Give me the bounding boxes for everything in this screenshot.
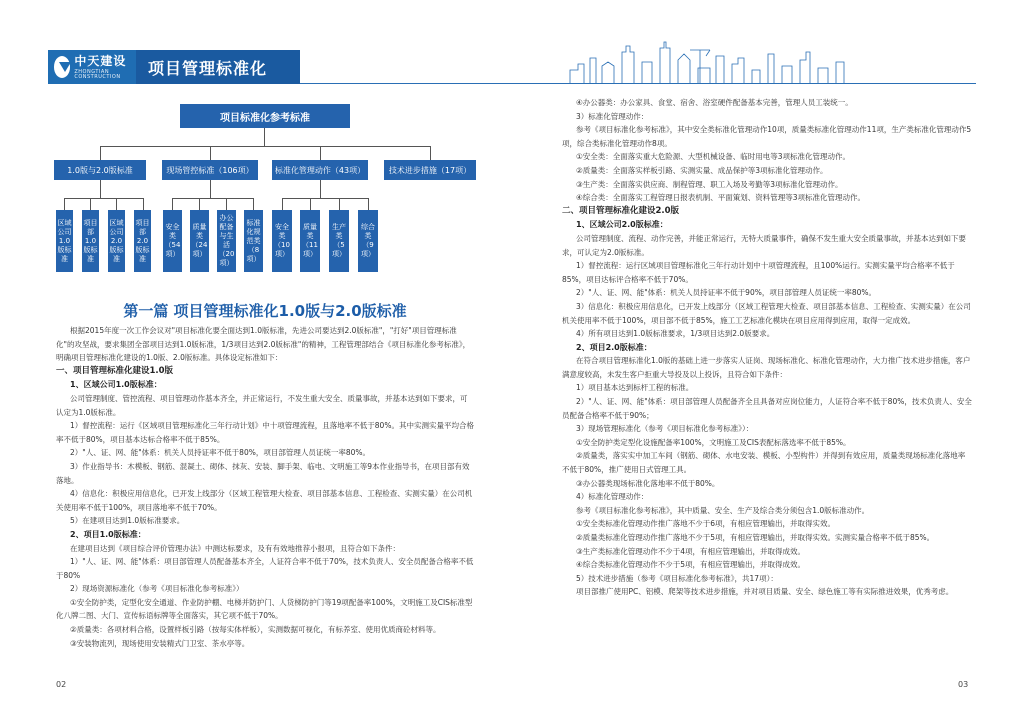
paragraph: 公司管理制度、管控流程、项目管理动作基本齐全，并正常运行，不发生重大安全、质量事故，并基本达到如下要求，可认定为1.0版标准。 [56,393,468,417]
org-chart [50,104,480,284]
connector [226,198,227,210]
paragraph: ③安装物流列，现场使用安装精式门卫室、茶水亭等。 [70,638,250,648]
chart-leaf-node: 区域公司1.0版标准 [56,210,73,272]
connector [64,198,144,199]
paragraph: 2）"人、证、网、能"体系：项目部管理人员配备齐全且具备对应岗位能力，人证符合率不低于80%，技术负责人、安全员配备合格率不低于90%； [562,397,972,420]
heading: 二、项目管理标准化建设2.0版 [562,205,680,216]
chart-leaf-node: 办公配备与生活（20项） [217,210,236,272]
connector [100,146,430,147]
connector [430,146,431,160]
paragraph: 在符合项目管理标准化1.0版的基础上进一步落实人证岗、现场标准化、标准化管理动作，大力推广技术进步措施，客户满意度较高，未发生客户拒重大导投及以上投诉，且符合如下条件： [562,356,971,379]
paragraph: 参考《项目标准化参考标准》，其中安全类标准化管理动作10项，质量类标准化管理动作11项，生产类标准化管理动作5项，综合类标准化管理动作8项。 [562,125,972,148]
connector [100,180,101,198]
paragraph: 3）信息化：积极应用信息化，已开发上线部分（区域工程管理大检查、项目部基本信息、工程检查、实测实量）在公司机关使用率不低于100%，项目部不低于85%，施工工艺标准化模块在项目应用得到应用，取得一定成效。 [562,301,971,325]
page-header [0,40,1024,90]
chart-leaf-node: 安全类（10项） [272,210,292,272]
paragraph: 项目部推广使用PC、铝模、爬架等技术进步措施，并对项目质量、安全、绿色施工等有实际推进效果，优秀考虑。 [576,587,954,597]
paragraph: 1）"人、证、网、能"体系：项目部管理人员配备基本齐全，人证符合率不低于70%，技术负责人、安全员配备合格率不低于80% [56,557,474,580]
paragraph: ①安全类标准化管理动作推广落地不少于6项，有相应管理输出，并取得实效。 [576,519,835,529]
paragraph: ④办公器类：办公家具、食堂、宿舍、浴室硬件配备基本完善，管理人员工装统一。 [576,98,853,107]
paragraph: 5）在建项目达到1.0版标准要求。 [70,516,185,526]
paragraph: ②质量类标准化管理动作推广落地不少于5项，有相应管理输出，并取得实效。实测实量合格率不低于85%。 [576,533,935,542]
heading: 一、项目管理标准化建设1.0版 [56,365,174,376]
chart-leaf-node: 项目部1.0版标准 [82,210,99,272]
connector [64,198,65,210]
chart-category-node: 技术进步措施（17项） [384,160,476,180]
brand-name-en: ZHONGTIAN CONSTRUCTION [74,68,121,80]
paragraph: ②质量类：各项材料合格，设置样板引路（按每实体样板），实测数据可视化，有标养室、使用优质商砼材料等。 [70,625,441,635]
paragraph: 4）信息化：积极应用信息化，已开发上线部分（区域工程管理大检查、项目部基本信息、工程检查、实测实量）在公司机关使用率不低于100%，项目落地率不低于70%。 [56,489,473,512]
chart-leaf-node: 区域公司2.0版标准 [108,210,125,272]
connector [320,180,321,198]
paragraph: ④综合类标准化管理动作不少于5项，有相应管理输出，并取得成效。 [576,560,805,570]
paragraph: 3）标准化管理动作： [576,111,649,121]
connector [116,198,117,210]
subheading: 2、项目2.0版标准： [576,342,652,352]
paragraph: 4）所有项目达到1.0版标准要求，1/3项目达到2.0版要求。 [576,329,775,339]
paragraph: ④综合类：全面落实工程管理日报表机制、平面策划、资料管理等3项标准化管理动作。 [576,193,865,203]
subheading: 1、区域公司1.0版标准： [70,380,162,390]
paragraph: 在建项目达到《项目综合评价管理办法》中测达标要求，及有有效地推荐小报项，且符合如下条件： [70,543,400,553]
header-title: 项目管理标准化 [136,50,300,84]
paragraph: 根据2015年度一次工作会议对"项目标准化要全面达到1.0版标准，先进公司要达到2.0版标准"，"打好"项目管理标准化"的攻坚战，要求集团全部项目达到1.0版标准，1/3项目达到2.0版标准"的精神，工程管理部结合《项目标准化参考标准》，明确项目管理标准化建设的1.0版、2.0版标准。具体设定标准如下： [56,326,471,363]
paragraph: ①安全防护类，定型化安全通道、作业防护棚、电梯并防护门、人货梯防护门等19项配备率100%，文明施工及CIS标准型化八牌二图、大门、宣传标语标牌等全面落实，其它项不低于70%。 [56,597,473,621]
chart-leaf-node: 项目部2.0版标准 [134,210,151,272]
chart-leaf-node: 质量类（11项） [300,210,320,272]
left-page-body [56,324,474,650]
connector [100,146,101,160]
connector [172,198,173,210]
paragraph: 2）"人、证、网、能"体系：机关人员持证率不低于90%，项目部管理人员证统一率80%。 [576,288,877,298]
paragraph: 3）作业指导书：木模板、钢筋、混凝土、砌体、抹灰、安装、脚手架、临电、文明施工等9本作业指导书，在项目部有效落地。 [56,461,470,485]
connector [143,198,144,210]
paragraph: ①安全防护类定型化设施配备率100%，文明施工及CIS表配标落选率不低于85%。 [576,437,851,447]
connector [90,198,91,210]
right-page-body [562,96,972,599]
paragraph: ③办公器类现场标准化落地率不低于80%。 [576,478,720,488]
company-logo [48,50,136,84]
paragraph: 4）标准化管理动作： [576,492,649,502]
logo-mark-icon [54,56,70,78]
connector [210,146,211,160]
page-number-right: 03 [958,680,969,689]
paragraph: ③生产类标准化管理动作不少于4项，有相应管理输出，并取得成效。 [576,546,805,556]
paragraph: 1）督控流程：运行《区域项目管理标准化三年行动计划》中十项管理流程，且落地率不低于80%。其中实测实量平均合格率不低于80%，项目基本达标合格率不低于85%。 [56,421,474,444]
paragraph: 公司管理制度、流程、动作完善，并能正常运行，无特大质量事件，确保不发生重大安全质量事故，并基本达到如下要求，可认定为2.0版标准。 [562,233,966,257]
connector [264,128,265,146]
brand-name: 中天建设 [74,53,127,68]
paragraph: 5）技术进步措施（参考《项目标准化参考标准》，共17项）： [576,573,778,583]
paragraph: ②质量类，落实实中加工车间（钢筋、砌体、水电安装、模板、小型构件）并得到有效应用，质量类现场标准化落地率不低于80%，推广使用日式管理工具。 [562,451,966,475]
subheading: 1、区域公司2.0版标准： [576,220,668,230]
paragraph: 参考《项目标准化参考标准》，其中质量、安全、生产及综合类分须包含1.0版标准动作。 [576,505,870,515]
chart-category-node: 标准化管理动作（43项） [272,160,368,180]
connector [368,198,369,210]
skyline-icon [560,40,860,84]
connector [253,198,254,210]
chart-leaf-node: 质量类（24项） [190,210,209,272]
connector [310,198,311,210]
chart-root-node: 项目标准化参考标准 [180,104,350,128]
chart-leaf-node: 标准化规范类（8项） [244,210,263,272]
brand-band [48,50,300,84]
paragraph: ③生产类：全面落实供应商、制程管理、职工入场及考勤等3项标准化管理动作。 [576,179,843,189]
page-number-left: 02 [56,680,67,689]
header-rule [300,83,976,84]
connector [339,198,340,210]
section-title: 第一篇 项目管理标准化1.0版与2.0版标准 [123,302,407,320]
chart-leaf-node: 安全类（54项） [163,210,182,272]
paragraph: 2）现场资源标准化（参考《项目标准化参考标准》） [70,584,244,594]
paragraph: 1）督控流程：运行区域项目管理标准化三年行动计划中十项管理流程，且100%运行。实测实量平均合格率不低于85%，项目达标评合格率不低于70%。 [562,261,955,284]
connector [282,198,283,210]
paragraph: 1）项目基本达到标杆工程的标准。 [576,383,694,393]
connector [172,198,254,199]
connector [210,180,211,198]
subheading: 2、项目1.0版标准： [70,529,146,539]
chart-leaf-node: 生产类（5项） [329,210,349,272]
connector [199,198,200,210]
connector [320,146,321,160]
chart-category-node: 1.0版与2.0版标准 [54,160,146,180]
connector [282,198,368,199]
paragraph: ①安全类：全面落实重大危险源、大型机械设备、临时用电等3项标准化管理动作。 [576,152,850,162]
paragraph: 2）"人、证、网、能"体系：机关人员持证率不低于80%，项目部管理人员证统一率80%。 [70,448,371,458]
paragraph: 3）现场管理标准化（参考《项目标准化参考标准》）： [576,424,754,434]
chart-leaf-node: 综合类（9项） [358,210,378,272]
chart-category-node: 现场管控标准（106项） [162,160,258,180]
paragraph: ②质量类：全面落实样板引路、实测实量、成品保护等3项标准化管理动作。 [576,165,828,175]
